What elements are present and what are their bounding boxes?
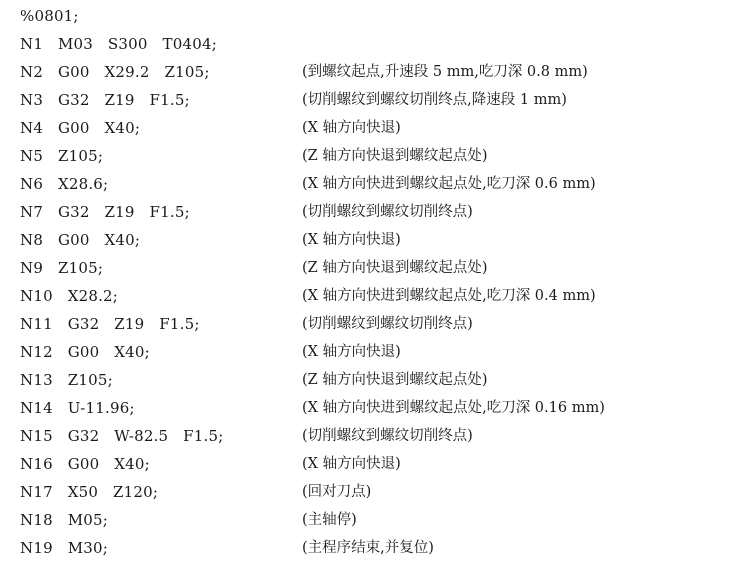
- block-comment: (回对刀点): [302, 484, 372, 500]
- block-code: N13 Z105;: [20, 371, 113, 389]
- program-number: %0801;: [20, 7, 79, 25]
- nc-program-listing: [20, 2, 735, 562]
- program-line: [20, 450, 735, 478]
- block-code: N18 M05;: [20, 511, 109, 529]
- block-code: N8 G00 X40;: [20, 231, 141, 249]
- block-comment: (切削螺纹到螺纹切削终点): [302, 316, 473, 332]
- block-code: N17 X50 Z120;: [20, 483, 159, 501]
- block-comment: (到螺纹起点,升速段 5 mm,吃刀深 0.8 mm): [302, 64, 588, 80]
- block-comment: (X 轴方向快退): [302, 344, 401, 360]
- block-code: N2 G00 X29.2 Z105;: [20, 63, 210, 81]
- block-code: N6 X28.6;: [20, 175, 109, 193]
- program-line: [20, 198, 735, 226]
- block-code: N5 Z105;: [20, 147, 104, 165]
- block-comment: (X 轴方向快进到螺纹起点处,吃刀深 0.16 mm): [302, 400, 605, 416]
- block-comment: (X 轴方向快退): [302, 456, 401, 472]
- block-comment: (X 轴方向快进到螺纹起点处,吃刀深 0.4 mm): [302, 288, 596, 304]
- block-comment: (主程序结束,并复位): [302, 540, 434, 556]
- block-code: N16 G00 X40;: [20, 455, 150, 473]
- program-header-line: [20, 2, 735, 30]
- program-line: [20, 394, 735, 422]
- program-line: [20, 338, 735, 366]
- program-line: [20, 310, 735, 338]
- block-code: N19 M30;: [20, 539, 109, 557]
- program-line: [20, 170, 735, 198]
- program-line: [20, 506, 735, 534]
- block-comment: (Z 轴方向快退到螺纹起点处): [302, 148, 488, 164]
- program-lines: [20, 30, 735, 562]
- block-code: N4 G00 X40;: [20, 119, 141, 137]
- block-comment: (切削螺纹到螺纹切削终点,降速段 1 mm): [302, 92, 567, 108]
- block-comment: (切削螺纹到螺纹切削终点): [302, 204, 473, 220]
- program-line: [20, 58, 735, 86]
- block-comment: (X 轴方向快退): [302, 120, 401, 136]
- block-comment: (X 轴方向快进到螺纹起点处,吃刀深 0.6 mm): [302, 176, 596, 192]
- program-line: [20, 114, 735, 142]
- program-line: [20, 366, 735, 394]
- block-comment: (主轴停): [302, 512, 357, 528]
- block-comment: (Z 轴方向快退到螺纹起点处): [302, 372, 488, 388]
- block-comment: (X 轴方向快退): [302, 232, 401, 248]
- program-line: [20, 226, 735, 254]
- block-code: N11 G32 Z19 F1.5;: [20, 315, 200, 333]
- program-line: [20, 534, 735, 562]
- block-code: N3 G32 Z19 F1.5;: [20, 91, 190, 109]
- block-code: N15 G32 W-82.5 F1.5;: [20, 427, 224, 445]
- block-comment: (Z 轴方向快退到螺纹起点处): [302, 260, 488, 276]
- block-code: N14 U-11.96;: [20, 399, 135, 417]
- block-code: N7 G32 Z19 F1.5;: [20, 203, 190, 221]
- block-code: N9 Z105;: [20, 259, 104, 277]
- program-line: [20, 478, 735, 506]
- block-code: N10 X28.2;: [20, 287, 119, 305]
- program-line: [20, 422, 735, 450]
- program-line: [20, 142, 735, 170]
- block-comment: (切削螺纹到螺纹切削终点): [302, 428, 473, 444]
- block-code: N1 M03 S300 T0404;: [20, 35, 217, 53]
- program-line: [20, 254, 735, 282]
- block-code: N12 G00 X40;: [20, 343, 150, 361]
- program-line: [20, 282, 735, 310]
- program-line: [20, 30, 735, 58]
- program-line: [20, 86, 735, 114]
